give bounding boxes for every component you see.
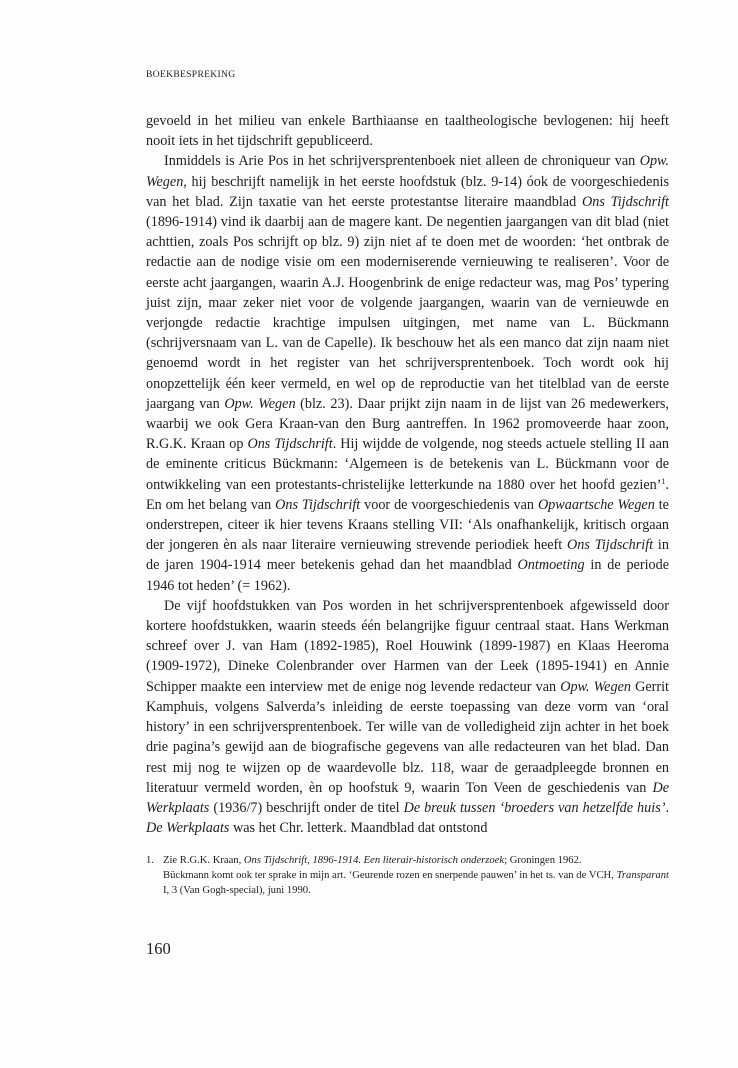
text-run: . xyxy=(665,799,669,816)
text-run: in de jaren 1904-1914 meer betekenis gehad dan het maandblad xyxy=(146,537,669,574)
italic-text: Ons Tijdschrift xyxy=(581,193,669,210)
footnote-text xyxy=(163,855,582,866)
footnote-continuation xyxy=(146,868,669,898)
italic-text: Opw. Wegen xyxy=(146,153,669,190)
italic-text: Opwaartsche Wegen xyxy=(537,496,655,513)
italic-text: Ons Tijdschrift xyxy=(275,496,361,513)
italic-text: De breuk tussen ‘broeders van hetzelfde huis’ xyxy=(403,799,666,816)
footnote-ref: 1 xyxy=(661,476,666,486)
italic-text: Ons Tijdschrift xyxy=(247,436,333,453)
italic-text: Transparant xyxy=(616,870,669,881)
footnote-1 xyxy=(146,853,669,868)
text-run: in de periode 1946 tot heden’ (= 1962). xyxy=(146,557,669,594)
italic-text: Ons Tijdschrift xyxy=(567,537,654,554)
text-run: gevoeld in het milieu van enkele Barthiaanse en taaltheologische bevlogenen: hij heeft nooit iets in het tijdschrift gepubliceerd. xyxy=(146,113,669,150)
text-run: De vijf hoofdstukken van Pos worden in het schrijversprentenboek afgewisseld door kortere hoofdstukken, waarin steeds één belangrijke figuur centraal staat. Hans Werkman schreef over J. van Ham (1892-1985), Roel Houwink (1899-1987) en Klaas Heeroma (1909-1972), Dineke Colenbrander over Harmen van der Leek (1895-1941) en Annie Schipper maakte een interview met de enige nog levende redacteur van xyxy=(146,597,669,695)
italic-text: Opw. Wegen xyxy=(560,678,631,695)
text-run: , hij beschrijft namelijk in het eerste hoofdstuk (blz. 9-14) óok de voorgeschiedenis van het blad. Zijn taxatie van het eerste protestantse literaire maandblad xyxy=(146,173,669,210)
italic-text: De Werkplaats xyxy=(146,779,669,816)
text-run: Inmiddels is Arie Pos in het schrijversprentenboek niet alleen de chroniqueur van xyxy=(164,153,640,170)
text-run: ; Groningen 1962. xyxy=(504,855,582,866)
italic-text: De Werkplaats xyxy=(146,820,230,837)
italic-text: Ons Tijdschrift, 1896-1914. Een literair-historisch onderzoek xyxy=(243,855,505,866)
text-run: . En om het belang van xyxy=(146,476,669,513)
paragraph xyxy=(146,151,669,595)
paragraph xyxy=(146,596,669,838)
text-run: (blz. 23). Daar prijkt zijn naam in de lijst van 26 medewerkers, waarbij we ook Gera Kraan-van den Burg aantreffen. In 1962 promoveerde haar zoon, R.G.K. Kraan op xyxy=(146,395,669,453)
text-run: . Hij wijdde de volgende, nog steeds actuele stelling II aan de eminente criticus Bückmann: ‘Algemeen is de betekenis van L. Bückmann voor de ontwikkeling van een protestants-christelijke letterkunde na 1880 over het hoofd gezien’ xyxy=(146,436,669,493)
body-text xyxy=(146,111,669,838)
text-run: I, 3 (Van Gogh-special), juni 1990. xyxy=(163,885,311,896)
text-run: te onderstrepen, citeer ik hier tevens Kraans stelling VII: ‘Als onafhankelijk, kritisch orgaan der jongeren èn als naar literaire vernieuwing strevende periodiek heeft xyxy=(146,496,669,554)
paragraph xyxy=(146,111,669,151)
text-run: Zie R.G.K. Kraan, xyxy=(163,855,244,866)
text-run: Gerrit Kamphuis, volgens Salverda’s inleiding de eerste toepassing van deze vorm van ‘oral history’ in een schrijversprentenboek. Ter wille van de volledigheid zijn achter in het boek drie pagina’s gewijd aan de biografische gegevens van alle redacteuren van het blad. Dan rest mij nog te wijzen op de waardevolle blz. 118, waar de geraadpleegde bronnen en literatuur vermeld worden, èn op hoofstuk 9, waarin Ton Veen de geschiedenis van xyxy=(146,678,669,796)
running-head: BOEKBESPREKING xyxy=(146,69,236,80)
italic-text: Opw. Wegen xyxy=(224,395,296,412)
footnote-number: 1. xyxy=(146,855,154,866)
text-run: (1896-1914) vind ik daarbij aan de magere kant. De negentien jaargangen van dit blad (niet achttien, zoals Pos schrijft op blz. 9) zijn niet af te doen met de woorden: ‘het ontbrak de redactie aan de nodige visie om een moderniserende vernieuwing te realiseren’. Voor de eerste acht jaargangen, waarin A.J. Hoogenbrink de enige redacteur was, mag Pos’ typering juist zijn, maar zeker niet voor de volgende jaargangen, waarin van de vernieuwde en verjongde redactie krachtige impulsen uitgingen, met name van L. Bückmann (schrijversnaam van L. van de Capelle). Ik beschouw het als een manco dat zijn naam niet genoemd wordt in het register van het schrijversprentenboek. Toch wordt ook hij onopzettelijk één keer vermeld, en wel op de reproductie van het titelblad van de eerste jaargang van xyxy=(146,214,669,412)
text-run: was het Chr. letterk. Maandblad dat ontstond xyxy=(229,820,488,837)
text-run: voor de voorgeschiedenis van xyxy=(360,496,538,513)
page-number: 160 xyxy=(146,939,171,958)
italic-text: Ontmoeting xyxy=(517,557,585,574)
text-run: Bückmann komt ook ter sprake in mijn art. ‘Geurende rozen en snerpende pauwen’ in het ts. van de VCH, xyxy=(163,870,617,881)
text-run: (1936/7) beschrijft onder de titel xyxy=(209,799,404,816)
footnotes xyxy=(146,853,669,898)
